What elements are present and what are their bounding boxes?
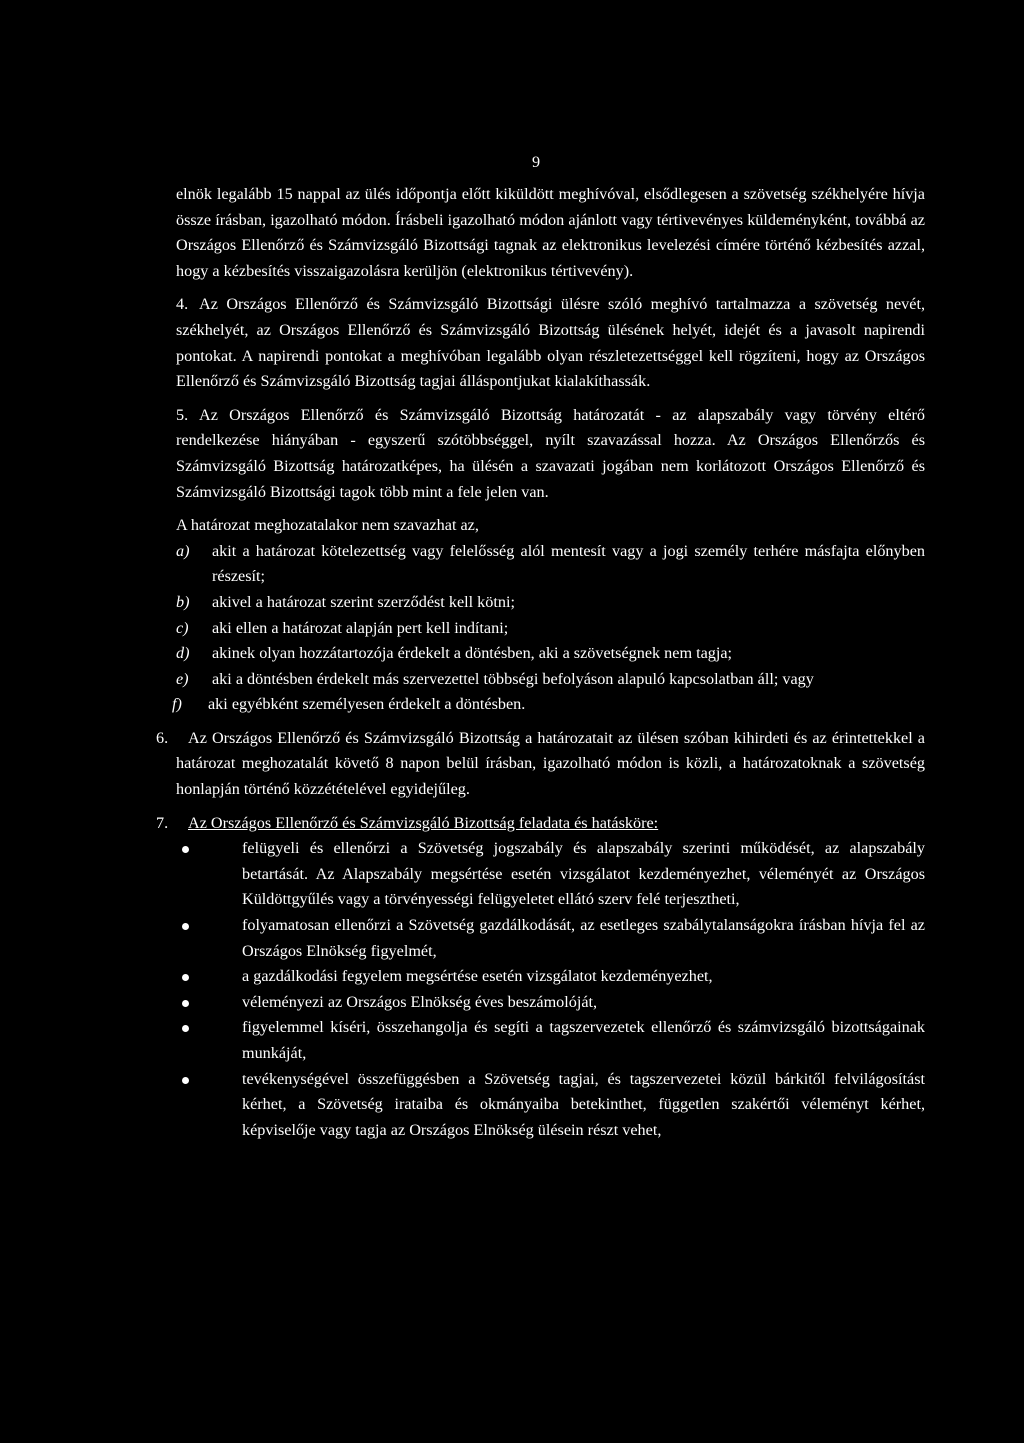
list-item — [176, 641, 925, 667]
list-item — [176, 1015, 925, 1066]
item-marker: c) — [176, 618, 189, 637]
bullet-icon — [182, 1025, 189, 1032]
paragraph-number: 5. — [176, 405, 189, 424]
bullet-icon — [182, 846, 189, 853]
bullet-icon — [182, 923, 189, 930]
duties-list — [176, 836, 925, 1143]
list-item — [176, 590, 925, 616]
list-item — [176, 667, 925, 693]
item-text: figyelemmel kíséri, összehangolja és segíti a tagszervezetek ellenőrző és számvizsgáló bizottságainak munkáját, — [242, 1018, 925, 1062]
item-marker: b) — [176, 592, 190, 611]
list-item — [176, 616, 925, 642]
paragraph-5 — [176, 403, 925, 505]
paragraph-number: 6. — [156, 728, 169, 747]
paragraph-number: 4. — [176, 295, 189, 314]
item-text: aki ellen a határozat alapján pert kell indítani; — [212, 618, 509, 637]
bullet-icon — [182, 974, 189, 981]
paragraph-text: Az Országos Ellenőrző és Számvizsgáló Bizottság határozatát - az alapszabály vagy törvény eltérő rendelkezése hiányában - egyszerű szótöbbséggel, nyílt szavazással hozza. Az Országos Ellenőrzős és Számvizsgáló Bizottság határozatképes, ha ülésén a szavazati jogában nem korlátozott Országos Ellenőrző és Számvizsgáló Bizottsági tagok több mint a fele jelen van. — [176, 405, 925, 501]
paragraph-6 — [156, 726, 925, 803]
list-item — [176, 964, 925, 990]
item-text: aki egyébként személyesen érdekelt a döntésben. — [208, 695, 526, 714]
document-body — [156, 182, 925, 1143]
item-text: a gazdálkodási fegyelem megsértése esetén vizsgálatot kezdeményezhet, — [242, 967, 713, 986]
paragraph-3-continuation: elnök legalább 15 nappal az ülés időpontja előtt kiküldött meghívóval, elsődlegesen a szövetség székhelyére hívja össze írásban, igazolható módon. Írásbeli igazolható módon ajánlott vagy tértivevényes küldeményként, továbbá az Országos Ellenőrző és Számvizsgáló Bizottsági tagnak az elektronikus levelezési címére történő kézbesítés azzal, hogy a kézbesítés visszaigazolásra kerüljön (elektronikus tértivevény). — [176, 185, 925, 280]
page-number: 9 — [531, 153, 541, 171]
item-text: akit a határozat kötelezettség vagy felelősség alól mentesít vagy a jogi személy terhére másfajta előnyben részesít; — [212, 541, 925, 586]
item-text: akivel a határozat szerint szerződést kell kötni; — [212, 592, 515, 611]
item-marker: e) — [176, 669, 189, 688]
paragraph-number: 7. — [156, 813, 169, 832]
list-item — [176, 539, 925, 590]
item-marker: f) — [172, 695, 182, 714]
exclusion-list — [172, 539, 925, 718]
paragraph-text: Az Országos Ellenőrző és Számvizsgáló Bizottság a határozatait az ülésen szóban kihirdeti és az érintettekkel a határozat meghozatalát követő 8 napon belül írásban, igazolható módon is közli, a határozatoknak a szövetség honlapján történő közzétételével egyidejűleg. — [176, 728, 925, 799]
item-marker: d) — [176, 644, 190, 663]
list-item — [176, 836, 925, 913]
item-text: tevékenységével összefüggésben a Szövetség tagjai, és tagszervezetei közül bárkitől felvilágosítást kérhet, a Szövetség irataiba és okmányaiba betekinthet, független szakértői véleményt kérhet, képviselője vagy tagja az Országos Elnökség ülésein részt vehet, — [242, 1069, 925, 1139]
list-item — [176, 913, 925, 964]
item-marker: a) — [176, 541, 190, 560]
item-text: véleményezi az Országos Elnökség éves beszámolóját, — [242, 992, 598, 1011]
paragraph-7-heading — [156, 811, 925, 837]
paragraph-text: Az Országos Ellenőrző és Számvizsgáló Bizottsági ülésre szóló meghívó tartalmazza a szövetség nevét, székhelyét, az Országos Ellenőrző és Számvizsgáló Bizottság ülésének helyét, idejét és a javasolt napirendi pontokat. A napirendi pontokat a meghívóban legalább olyan részletezettséggel kell rögzíteni, hogy az Országos Ellenőrző és Számvizsgáló Bizottság tagjai álláspontjukat kialakíthassák. — [176, 295, 925, 391]
item-text: folyamatosan ellenőrzi a Szövetség gazdálkodását, az esetleges szabálytalanságokra írásban hívja fel az Országos Elnökség figyelmét, — [242, 916, 925, 960]
item-text: aki a döntésben érdekelt más szervezettel többségi befolyáson alapuló kapcsolatban áll; vagy — [212, 669, 814, 688]
paragraph-4 — [176, 292, 925, 394]
bullet-icon — [182, 1077, 189, 1084]
item-text: felügyeli és ellenőrzi a Szövetség jogszabály és alapszabály szerinti működését, az alapszabály betartását. Az Alapszabály megsértése esetén vizsgálatot kezdeményezhet, véleményét az Országos Küldöttgyűlés vagy a törvényességi felügyeletet ellátó szerv felé terjesztheti, — [242, 839, 925, 909]
section-heading: Az Országos Ellenőrző és Számvizsgáló Bizottság feladata és hatásköre: — [188, 813, 659, 832]
bullet-icon — [182, 1000, 189, 1007]
list-item — [176, 1067, 925, 1144]
list-item — [176, 990, 925, 1016]
item-text: akinek olyan hozzátartozója érdekelt a döntésben, aki a szövetségnek nem tagja; — [212, 644, 733, 663]
exclusion-intro: A határozat meghozatalakor nem szavazhat az, — [176, 516, 479, 535]
list-item — [172, 692, 925, 718]
